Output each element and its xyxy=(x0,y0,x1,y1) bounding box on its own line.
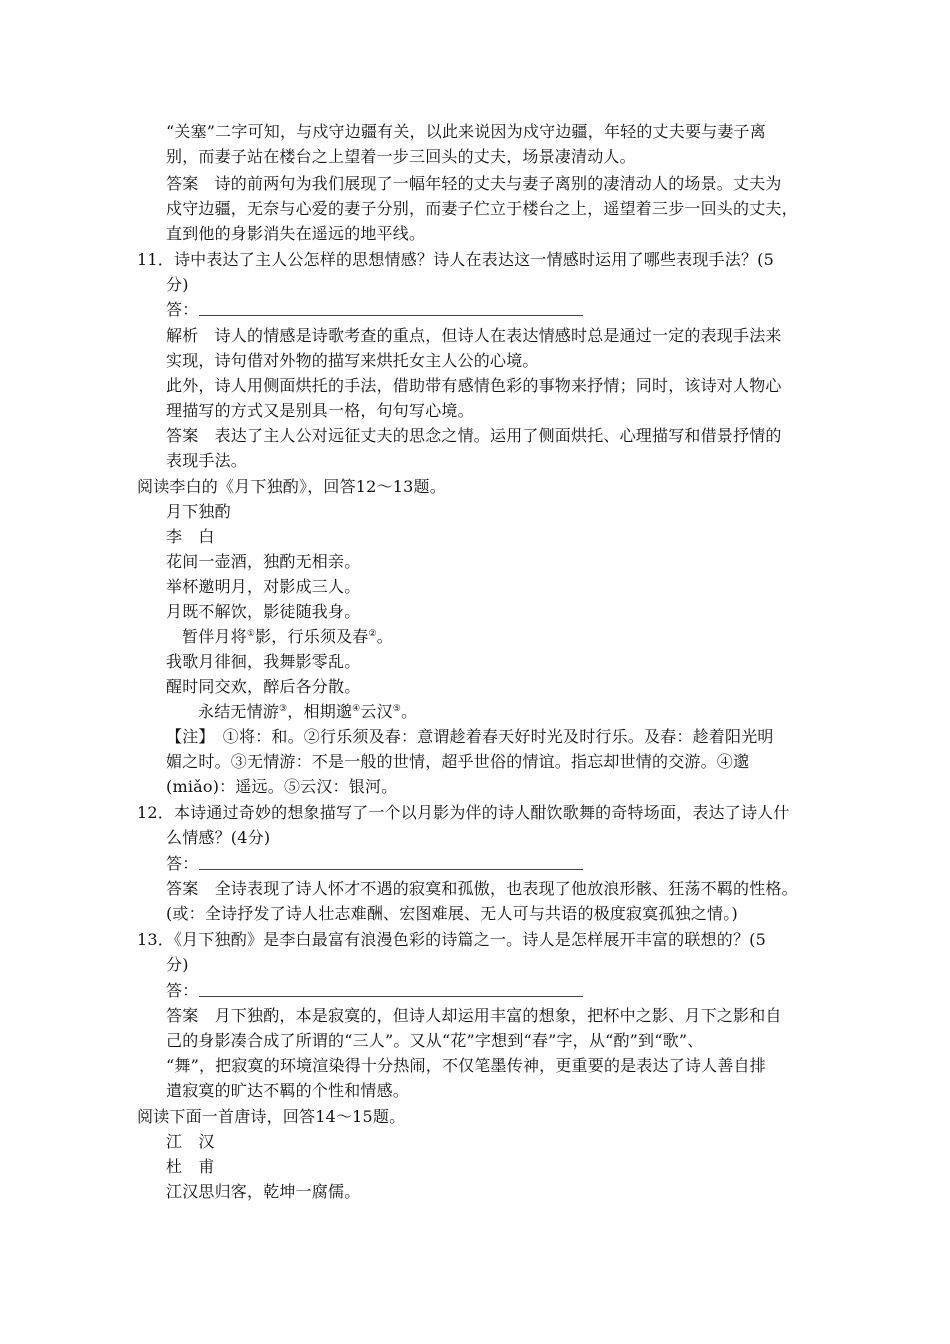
poem-line-text: 。 xyxy=(376,627,393,646)
footnote-marker: ② xyxy=(368,629,377,639)
footnote-marker: ⑤ xyxy=(392,704,402,714)
poem-author: 李 白 xyxy=(166,527,215,546)
answer-text-line: 答案 表达了主人公对远征丈夫的思念之情。运用了侧面烘托、心理描写和借景抒情的 xyxy=(166,426,782,445)
question-11-text: 分) xyxy=(166,275,189,294)
footnote-marker: ① xyxy=(246,629,256,639)
reading-instruction: 阅读下面一首唐诗，回答14～15题。 xyxy=(137,1107,406,1126)
answer-text-line: 答案 月下独酌，本是寂寞的，但诗人却运用丰富的想象，把杯中之影、月下之影和自 xyxy=(166,1006,782,1025)
question-12-text: 12．本诗通过奇妙的想象描写了一个以月影为伴的诗人酣饮歌舞的奇特场面，表达了诗人什 xyxy=(137,803,790,822)
poem-author: 杜 甫 xyxy=(166,1157,215,1176)
analysis-text-line: 别，而妻子站在楼台之上望着一步三回头的丈夫，场景凄清动人。 xyxy=(166,147,636,166)
footnote-marker: ③ xyxy=(279,704,288,714)
poem-line-text: 。 xyxy=(401,702,418,721)
answer-blank-line xyxy=(199,315,583,316)
answer-prompt-label: 答： xyxy=(166,300,199,319)
poem-line: 我歌月徘徊，我舞影零乱。 xyxy=(166,652,361,671)
reading-instruction: 阅读李白的《月下独酌》，回答12～13题。 xyxy=(137,477,446,496)
poem-line: 江汉思归客，乾坤一腐儒。 xyxy=(166,1182,361,1201)
question-12-text: 么情感？(4分) xyxy=(166,828,271,847)
analysis-text-line: 理描写的方式又是别具一格，句句写心境。 xyxy=(166,401,474,420)
poem-line xyxy=(198,700,417,725)
question-13-text: 分) xyxy=(166,955,189,974)
answer-text-line: 直到他的身影消失在遥远的地平线。 xyxy=(166,224,426,243)
answer-text-line: 己的身影凑合成了所谓的“三人”。又从“花”字想到“春”字，从“酌”到“歌”、 xyxy=(166,1031,704,1050)
question-11-text: 11．诗中表达了主人公怎样的思想情感？诗人在表达这一情感时运用了哪些表现手法？(5 xyxy=(137,250,774,269)
analysis-text-line: 解析 诗人的情感是诗歌考查的重点，但诗人在表达情感时总是通过一定的表现手法来 xyxy=(166,326,782,345)
poem-line-text: 云汉 xyxy=(360,702,393,721)
answer-prompt-label: 答： xyxy=(166,854,199,873)
poem-line: 举杯邀明月，对影成三人。 xyxy=(166,577,361,596)
poem-line-text: 影，行乐须及春 xyxy=(255,627,369,646)
poem-line xyxy=(182,625,393,650)
answer-blank-line xyxy=(199,996,583,997)
answer-text-line: 戍守边疆，无奈与心爱的妻子分别，而妻子伫立于楼台之上，遥望着三步一回头的丈夫， xyxy=(166,199,798,218)
analysis-text-line: 此外，诗人用侧面烘托的手法，借助带有感情色彩的事物来抒情；同时，该诗对人物心 xyxy=(166,376,782,395)
poem-line-text: 暂伴月将 xyxy=(182,627,247,646)
question-13-text: 13．《月下独酌》是李白最富有浪漫色彩的诗篇之一。诗人是怎样展开丰富的联想的？(5 xyxy=(137,930,766,949)
poem-title: 江 汉 xyxy=(166,1132,215,1151)
answer-text-line: “舞”，把寂寞的环境渲染得十分热闹，不仅笔墨传神，更重要的是表达了诗人善自排 xyxy=(166,1056,766,1075)
notes-text-line: (miǎo)：遥远。⑤云汉：银河。 xyxy=(166,777,398,796)
notes-text-line: 【注】 ①将：和。②行乐须及春：意谓趁着春天好时光及时行乐。及春：趁着阳光明 xyxy=(166,727,774,746)
answer-prompt-label: 答： xyxy=(166,981,199,1000)
poem-line: 醒时同交欢，醉后各分散。 xyxy=(166,677,361,696)
answer-blank-line xyxy=(199,869,583,870)
analysis-text-line: 实现，诗句借对外物的描写来烘托女主人公的心境。 xyxy=(166,351,539,370)
poem-line: 花间一壶酒，独酌无相亲。 xyxy=(166,552,361,571)
notes-text-line: 媚之时。③无情游：不是一般的世情，超乎世俗的情谊。指忘却世情的交游。④邈 xyxy=(166,752,750,771)
answer-text-line: (或：全诗抒发了诗人壮志难酬、宏图难展、无人可与共语的极度寂寞孤独之情。) xyxy=(166,904,738,923)
poem-line-text: 永结无情游 xyxy=(198,702,280,721)
analysis-text-line: “关塞”二字可知，与戍守边疆有关，以此来说因为戍守边疆，年轻的丈夫要与妻子离 xyxy=(166,122,766,141)
answer-text-line: 答案 诗的前两句为我们展现了一幅年轻的丈夫与妻子离别的凄清动人的场景。丈夫为 xyxy=(166,174,782,193)
poem-title: 月下独酌 xyxy=(166,502,231,521)
answer-text-line: 表现手法。 xyxy=(166,451,248,470)
answer-text-line: 遣寂寞的旷达不羁的个性和情感。 xyxy=(166,1081,410,1100)
poem-line-text: ，相期邈 xyxy=(287,702,353,721)
poem-line: 月既不解饮，影徒随我身。 xyxy=(166,602,361,621)
footnote-marker: ④ xyxy=(352,704,361,714)
answer-text-line: 答案 全诗表现了诗人怀才不遇的寂寞和孤傲，也表现了他放浪形骸、狂荡不羁的性格。 xyxy=(166,879,798,898)
